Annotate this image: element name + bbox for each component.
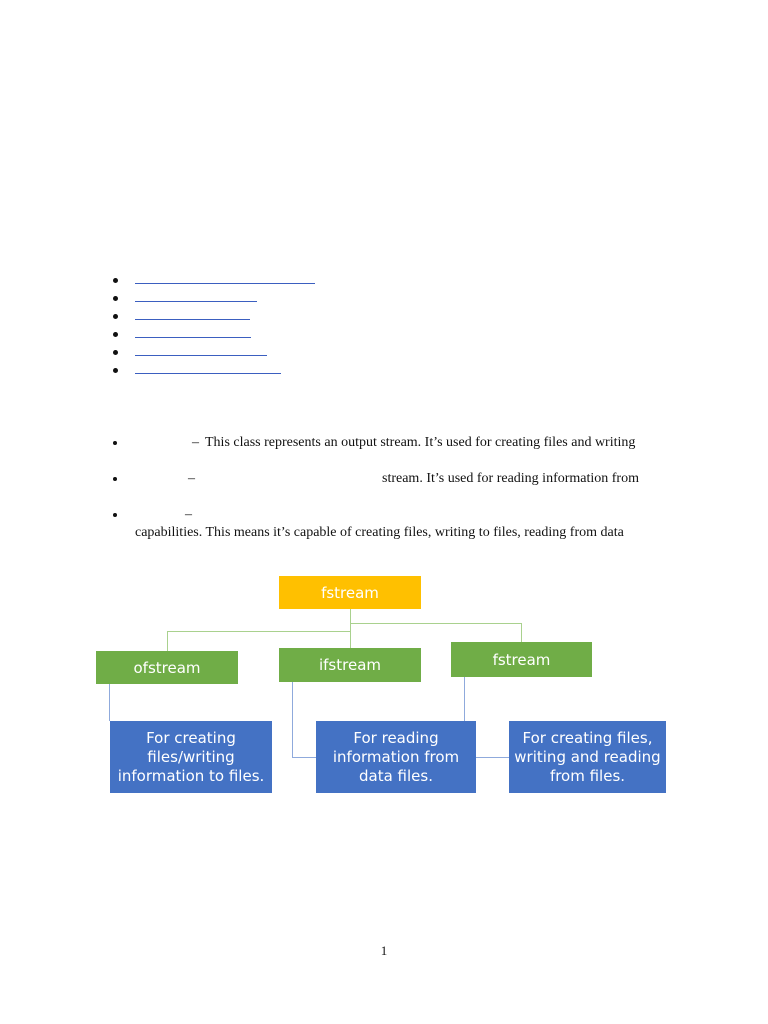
bullet-icon: [113, 441, 117, 445]
description-line: For creating: [146, 728, 236, 747]
page-number: 1: [380, 943, 388, 958]
connector-line: [350, 631, 351, 648]
connector-line: [109, 684, 110, 721]
bullet-icon: [113, 296, 118, 301]
ofstream-description: [110, 721, 272, 793]
description-line: For reading: [353, 728, 439, 747]
bullet-icon: [113, 513, 117, 517]
ifstream-description: [316, 721, 476, 793]
description-line: from files.: [549, 766, 626, 785]
description-line: files/writing: [147, 747, 235, 766]
connector-line: [292, 682, 293, 757]
fstream-bullet: [113, 506, 673, 546]
bullet-text: stream. It’s used for reading information from: [382, 471, 639, 486]
bullet-dash: –: [185, 507, 192, 522]
connector-line: [350, 609, 351, 631]
ifstream-node: ifstream: [279, 648, 421, 682]
connector-line: [292, 757, 316, 758]
description-line: writing and reading: [514, 747, 661, 766]
connector-line: [167, 631, 351, 632]
description-line: information to files.: [117, 766, 265, 785]
toc-link[interactable]: [135, 337, 251, 338]
bullet-icon: [113, 350, 118, 355]
bullet-dash: –: [192, 435, 199, 450]
bullet-text: This class represents an output stream. It’s used for creating files and writing: [205, 435, 636, 450]
bullet-icon: [113, 314, 118, 319]
bullet-text: capabilities. This means it’s capable of creating files, writing to files, reading from data: [135, 525, 624, 540]
connector-line: [476, 757, 509, 758]
connector-line: [521, 623, 522, 642]
bullet-icon: [113, 368, 118, 373]
connector-line: [167, 631, 168, 651]
description-line: data files.: [359, 766, 433, 785]
fstream-root-node: fstream: [279, 576, 421, 609]
toc-link[interactable]: [135, 283, 315, 284]
fstream-description: [509, 721, 666, 793]
bullet-icon: [113, 477, 117, 481]
toc-link[interactable]: [135, 301, 257, 302]
toc-link[interactable]: [135, 319, 250, 320]
toc-link[interactable]: [135, 355, 267, 356]
description-line: For creating files,: [522, 728, 653, 747]
bullet-icon: [113, 332, 118, 337]
bullet-icon: [113, 278, 118, 283]
connector-line: [464, 677, 465, 721]
ofstream-node: ofstream: [96, 651, 238, 684]
toc-link[interactable]: [135, 373, 281, 374]
ofstream-bullet: [113, 434, 673, 452]
description-line: information from: [332, 747, 460, 766]
connector-line: [350, 623, 522, 624]
ifstream-bullet: [113, 470, 673, 488]
fstream-node: fstream: [451, 642, 592, 677]
bullet-dash: –: [188, 471, 195, 486]
